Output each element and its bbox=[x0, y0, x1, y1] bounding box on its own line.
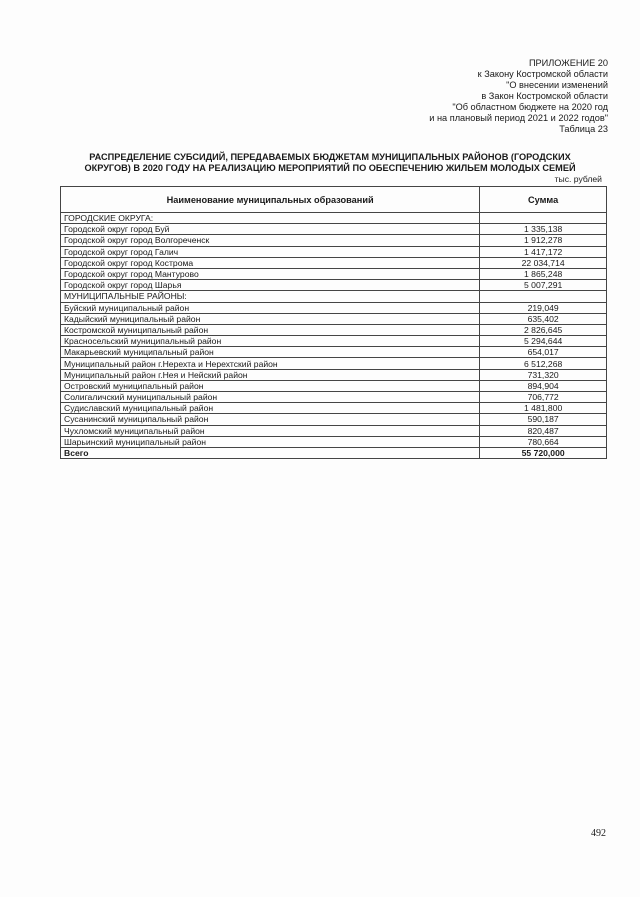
sum-cell: 1 865,248 bbox=[480, 268, 607, 279]
document-title bbox=[60, 152, 600, 174]
document-title-line: РАСПРЕДЕЛЕНИЕ СУБСИДИЙ, ПЕРЕДАВАЕМЫХ БЮДЖЕТАМ МУНИЦИПАЛЬНЫХ РАЙОНОВ (ГОРОДСКИХ bbox=[89, 152, 571, 162]
municipality-name-cell: Сусанинский муниципальный район bbox=[61, 414, 480, 425]
municipality-name-cell: Судиславский муниципальный район bbox=[61, 403, 480, 414]
sum-cell: 1 417,172 bbox=[480, 246, 607, 257]
table-row bbox=[61, 291, 607, 302]
sum-cell: 1 335,138 bbox=[480, 224, 607, 235]
municipality-name-cell: Чухломский муниципальный район bbox=[61, 425, 480, 436]
table-row bbox=[61, 246, 607, 257]
appendix-header-line: Таблица 23 bbox=[559, 124, 608, 134]
table-header-row bbox=[61, 187, 607, 213]
sum-cell: 219,049 bbox=[480, 302, 607, 313]
total-row bbox=[61, 447, 607, 458]
table-row bbox=[61, 436, 607, 447]
total-label-cell: Всего bbox=[61, 447, 480, 458]
municipality-name-cell: Буйский муниципальный район bbox=[61, 302, 480, 313]
table-row bbox=[61, 213, 607, 224]
municipality-name-cell: Городской округ город Мантурово bbox=[61, 268, 480, 279]
sum-cell bbox=[480, 213, 607, 224]
appendix-header-line: ПРИЛОЖЕНИЕ 20 bbox=[528, 58, 608, 68]
municipality-name-cell: Муниципальный район г.Нерехта и Нерехтский район bbox=[61, 358, 480, 369]
sum-cell bbox=[480, 291, 607, 302]
municipality-name-cell: Шарьинский муниципальный район bbox=[61, 436, 480, 447]
municipality-name-cell: Городской округ город Шарья bbox=[61, 280, 480, 291]
table-row bbox=[61, 224, 607, 235]
table-row bbox=[61, 280, 607, 291]
table-row bbox=[61, 358, 607, 369]
municipality-name-cell: Макарьевский муниципальный район bbox=[61, 347, 480, 358]
sum-cell: 820,487 bbox=[480, 425, 607, 436]
sum-cell: 5 294,644 bbox=[480, 336, 607, 347]
sum-cell: 5 007,291 bbox=[480, 280, 607, 291]
subsidy-table bbox=[60, 186, 607, 459]
table-row bbox=[61, 380, 607, 391]
column-header-sum: Сумма bbox=[480, 187, 607, 213]
municipality-name-cell: Городской округ город Буй bbox=[61, 224, 480, 235]
table-row bbox=[61, 336, 607, 347]
sum-cell: 2 826,645 bbox=[480, 324, 607, 335]
municipality-name-cell: Красносельский муниципальный район bbox=[61, 336, 480, 347]
sum-cell: 22 034,714 bbox=[480, 257, 607, 268]
table-row bbox=[61, 324, 607, 335]
municipality-name-cell: Костромской муниципальный район bbox=[61, 324, 480, 335]
appendix-header-line: в Закон Костромской области bbox=[481, 91, 608, 101]
municipality-name-cell: Городской округ город Галич bbox=[61, 246, 480, 257]
table-row bbox=[61, 235, 607, 246]
sum-cell: 731,320 bbox=[480, 369, 607, 380]
sum-cell: 635,402 bbox=[480, 313, 607, 324]
table-row bbox=[61, 347, 607, 358]
document-title-line: ОКРУГОВ) В 2020 ГОДУ НА РЕАЛИЗАЦИЮ МЕРОПРИЯТИЙ ПО ОБЕСПЕЧЕНИЮ ЖИЛЬЕМ МОЛОДЫХ СЕМЕЙ bbox=[84, 163, 576, 173]
table-row bbox=[61, 302, 607, 313]
table-row bbox=[61, 313, 607, 324]
municipality-name-cell: Островский муниципальный район bbox=[61, 380, 480, 391]
municipality-name-cell: Солигаличский муниципальный район bbox=[61, 392, 480, 403]
table-row bbox=[61, 369, 607, 380]
appendix-header bbox=[429, 58, 608, 135]
column-header-name: Наименование муниципальных образований bbox=[61, 187, 480, 213]
sum-cell: 654,017 bbox=[480, 347, 607, 358]
sum-cell: 706,772 bbox=[480, 392, 607, 403]
table-row bbox=[61, 403, 607, 414]
sum-cell: 780,664 bbox=[480, 436, 607, 447]
appendix-header-line: к Закону Костромской области bbox=[477, 69, 608, 79]
page-number: 492 bbox=[591, 828, 606, 839]
municipality-name-cell: Городской округ город Кострома bbox=[61, 257, 480, 268]
table-row bbox=[61, 414, 607, 425]
sum-cell: 1 481,800 bbox=[480, 403, 607, 414]
appendix-header-line: и на плановый период 2021 и 2022 годов" bbox=[429, 113, 608, 123]
table-row bbox=[61, 425, 607, 436]
sum-cell: 6 512,268 bbox=[480, 358, 607, 369]
appendix-header-line: "О внесении изменений bbox=[506, 80, 608, 90]
municipality-name-cell: ГОРОДСКИЕ ОКРУГА: bbox=[61, 213, 480, 224]
total-sum-cell: 55 720,000 bbox=[480, 447, 607, 458]
table-row bbox=[61, 392, 607, 403]
municipality-name-cell: Кадыйский муниципальный район bbox=[61, 313, 480, 324]
sum-cell: 1 912,278 bbox=[480, 235, 607, 246]
table-row bbox=[61, 257, 607, 268]
municipality-name-cell: МУНИЦИПАЛЬНЫЕ РАЙОНЫ: bbox=[61, 291, 480, 302]
municipality-name-cell: Муниципальный район г.Нея и Нейский район bbox=[61, 369, 480, 380]
table-body bbox=[61, 213, 607, 459]
municipality-name-cell: Городской округ город Волгореченск bbox=[61, 235, 480, 246]
table-row bbox=[61, 268, 607, 279]
unit-label: тыс. рублей bbox=[554, 174, 602, 184]
sum-cell: 894,904 bbox=[480, 380, 607, 391]
appendix-header-line: "Об областном бюджете на 2020 год bbox=[452, 102, 608, 112]
sum-cell: 590,187 bbox=[480, 414, 607, 425]
